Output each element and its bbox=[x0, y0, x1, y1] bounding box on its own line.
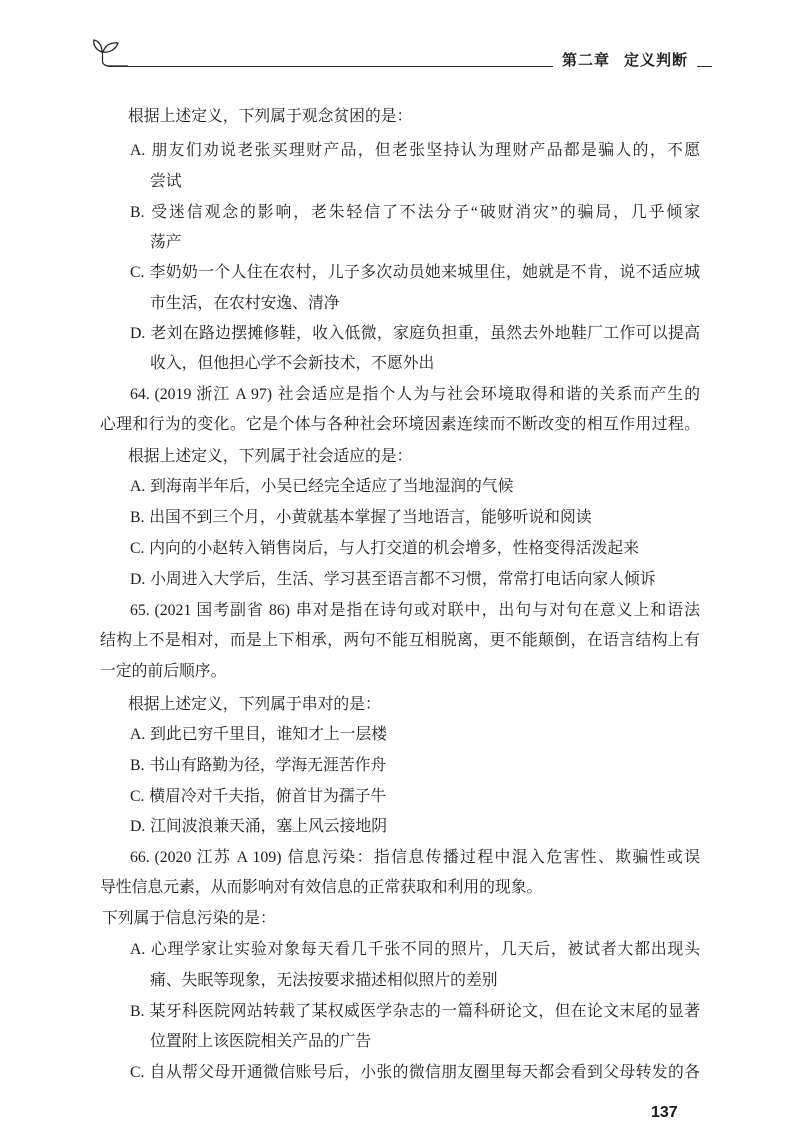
option-label: B. bbox=[130, 204, 145, 221]
option-text: 横眉冷对千夫指，俯首甘为孺子牛 bbox=[149, 788, 387, 805]
section-title: 定义判断 bbox=[624, 52, 689, 69]
option-label: A. bbox=[130, 941, 146, 958]
question-source: (2019 浙江 A 97) bbox=[154, 386, 273, 403]
option-label: A. bbox=[130, 726, 146, 743]
header-rule-right bbox=[697, 66, 712, 67]
stem-line: 结构上不是相对，而是上下相承，两句不能互相脱离，更不能颠倒，在语言结构上有 bbox=[100, 632, 700, 649]
option-text: 某牙科医院网站转载了某权威医学杂志的一篇科研论文，但在论文末尾的显著 bbox=[149, 1003, 700, 1020]
option-text: 心理学家让实验对象每天看几千张不同的照片，几天后，被试者大都出现头 bbox=[150, 941, 700, 958]
stem-text: 串对是指在诗句或对联中，出句与对句在意义上和语法 bbox=[294, 602, 700, 619]
option-d bbox=[130, 569, 656, 591]
option-label: D. bbox=[130, 818, 146, 835]
option-label: C. bbox=[130, 788, 145, 805]
question-number: 64. bbox=[130, 386, 150, 403]
option-text: 受迷信观念的影响，老朱轻信了不法分子“破财消灾”的骗局，几乎倾家 bbox=[149, 204, 700, 221]
question-number: 66. bbox=[130, 849, 150, 866]
option-label: B. bbox=[130, 757, 145, 774]
option-text: 书山有路勤为径，学海无涯苦作舟 bbox=[149, 757, 387, 774]
option-text: 老刘在路边摆摊修鞋，收入低微，家庭负担重，虽然去外地鞋厂工作可以提高 bbox=[150, 325, 700, 342]
option-b bbox=[130, 1001, 700, 1023]
stem-line: 一定的前后顺序。 bbox=[100, 663, 227, 680]
option-label: D. bbox=[130, 325, 146, 342]
option-label: A. bbox=[130, 478, 146, 495]
option-text: 朋友们劝说老张买理财产品，但老张坚持认为理财产品都是骗人的，不愿 bbox=[150, 142, 700, 159]
option-d bbox=[130, 323, 700, 345]
chapter-label: 第二章 bbox=[562, 52, 611, 69]
option-label: C. bbox=[130, 540, 145, 557]
option-text: 小周进入大学后，生活、学习甚至语言都不习惯，常常打电话向家人倾诉 bbox=[150, 571, 656, 588]
header-rule-left bbox=[108, 66, 553, 67]
question-source: (2021 国考副省 86) bbox=[154, 602, 291, 619]
option-d bbox=[130, 816, 387, 838]
question-prompt: 下列属于信息污染的是： bbox=[102, 910, 276, 927]
option-c bbox=[130, 1062, 700, 1084]
option-text-continued: 位置附上该医院相关产品的广告 bbox=[150, 1033, 372, 1050]
option-text-continued: 尝试 bbox=[150, 173, 182, 190]
question-stem-first-line bbox=[130, 384, 700, 406]
stem-text: 信息污染：指信息传播过程中混入危害性、欺骗性或误 bbox=[286, 849, 700, 866]
option-text-continued: 痛、失眠等现象，无法按要求描述相似照片的差别 bbox=[150, 972, 498, 989]
question-stem-first-line bbox=[130, 600, 700, 622]
option-label: A. bbox=[130, 142, 146, 159]
option-b bbox=[130, 507, 592, 529]
option-text-continued: 收入，但他担心学不会新技术，不愿外出 bbox=[150, 355, 435, 372]
stem-line: 心理和行为的变化。它是个体与各种社会环境因素连续而不断改变的相互作用过程。 bbox=[100, 416, 700, 433]
option-text-continued: 市生活，在农村安逸、清净 bbox=[150, 295, 340, 312]
option-b bbox=[130, 202, 700, 224]
question-source: (2020 江苏 A 109) bbox=[154, 849, 282, 866]
question-prompt: 根据上述定义，下列属于社会适应的是： bbox=[128, 448, 413, 465]
option-b bbox=[130, 755, 386, 777]
option-text: 内向的小赵转入销售岗后，与人打交道的机会增多，性格变得活泼起来 bbox=[149, 540, 639, 557]
question-stem-first-line bbox=[130, 847, 700, 869]
option-text: 自从帮父母开通微信账号后，小张的微信朋友圈里每天都会看到父母转发的各 bbox=[149, 1064, 700, 1081]
stem-text: 社会适应是指个人为与社会环境取得和谐的关系而产生的 bbox=[276, 386, 700, 403]
option-c bbox=[130, 786, 386, 808]
option-a bbox=[130, 724, 387, 746]
option-text: 江间波浪兼天涌，塞上风云接地阴 bbox=[150, 818, 388, 835]
option-text: 李奶奶一个人住在农村，儿子多次动员她来城里住，她就是不肯，说不适应城 bbox=[149, 264, 700, 281]
option-label: C. bbox=[130, 1064, 145, 1081]
page-number: 137 bbox=[651, 1104, 678, 1121]
option-text: 到此已穷千里目，谁知才上一层楼 bbox=[150, 726, 388, 743]
option-label: B. bbox=[130, 509, 145, 526]
option-text: 到海南半年后，小吴已经完全适应了当地湿润的气候 bbox=[150, 478, 514, 495]
option-c bbox=[130, 262, 700, 284]
option-a bbox=[130, 476, 513, 498]
stem-line: 导性信息元素，从而影响对有效信息的正常获取和利用的现象。 bbox=[100, 879, 543, 896]
option-a bbox=[130, 939, 700, 961]
option-c bbox=[130, 538, 639, 560]
option-text-continued: 荡产 bbox=[150, 234, 182, 251]
option-text: 出国不到三个月，小黄就基本掌握了当地语言，能够听说和阅读 bbox=[149, 509, 592, 526]
question-number: 65. bbox=[130, 602, 150, 619]
question-prompt: 根据上述定义，下列属于观念贫困的是： bbox=[128, 108, 413, 125]
option-label: B. bbox=[130, 1003, 145, 1020]
option-label: D. bbox=[130, 571, 146, 588]
question-prompt: 根据上述定义，下列属于串对的是： bbox=[128, 696, 381, 713]
option-label: C. bbox=[130, 264, 145, 281]
option-a bbox=[130, 140, 700, 162]
